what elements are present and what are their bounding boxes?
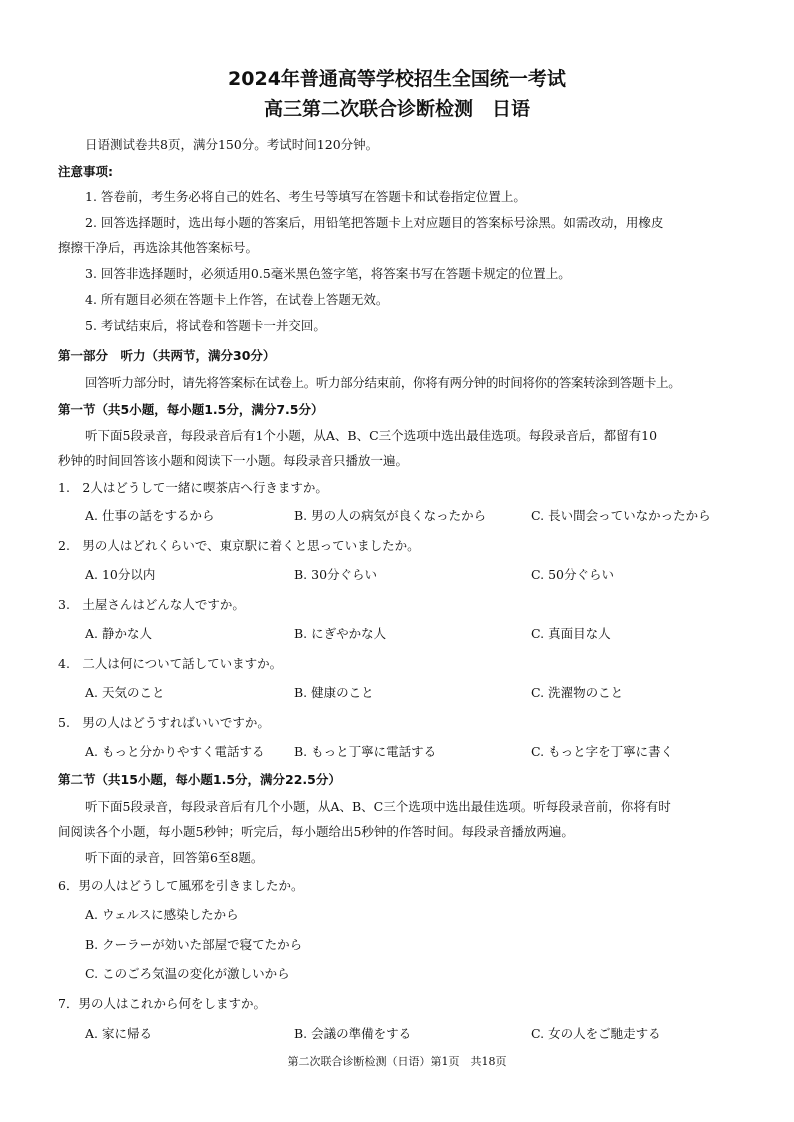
section2-description: 听下面5段录音，每段录音后有几个小题，从A、B、C三个选项中选出最佳选项。听每段录音前，你将有时: [85, 799, 671, 814]
part1-heading: 第一部分 听力（共两节，满分30分）: [58, 348, 276, 363]
question-7: 7．男の人はこれから何をしますか。: [58, 996, 266, 1011]
notice-item-1: 1. 答卷前，考生务必将自己的姓名、考生号等填写在答题卡和试卷指定位置上。: [85, 189, 526, 204]
question-3-option-b: B. にぎやかな人: [294, 626, 387, 641]
section1-heading: 第一节（共5小题，每小题1.5分，满分7.5分）: [58, 402, 324, 417]
notice-item-2-cont: 擦擦干净后，再选涂其他答案标号。: [58, 240, 259, 255]
notice-item-2: 2. 回答选择题时，选出每小题的答案后，用铅笔把答题卡上对应题目的答案标号涂黑。如需改动，用橡皮: [85, 215, 664, 230]
section1-description-cont: 秒钟的时间回答该小题和阅读下一小题。每段录音只播放一遍。: [58, 453, 409, 468]
question-2-option-b: B. 30分ぐらい: [294, 567, 378, 582]
question-4: 4. 二人は何について話していますか。: [58, 656, 283, 671]
question-2: 2. 男の人はどれくらいで、東京駅に着くと思っていましたか。: [58, 538, 420, 553]
section2-instruction: 听下面的录音，回答第6至8题。: [85, 850, 264, 865]
question-5-option-a: A. もっと分かりやすく電話する: [85, 744, 265, 759]
question-7-option-c: C. 女の人をご馳走する: [531, 1026, 661, 1041]
question-1-option-c: C. 長い間会っていなかったから: [531, 508, 711, 523]
question-5: 5. 男の人はどうすればいいですか。: [58, 715, 270, 730]
question-6-option-a: A. ウェルスに感染したから: [85, 907, 239, 922]
question-3-option-a: A. 静かな人: [85, 626, 152, 641]
question-7-option-a: A. 家に帰る: [85, 1026, 152, 1041]
section2-heading: 第二节（共15小题，每小题1.5分，满分22.5分）: [58, 772, 341, 787]
question-6: 6．男の人はどうして風邪を引きましたか。: [58, 878, 304, 893]
question-6-option-b: B. クーラーが効いた部屋で寝てたから: [85, 937, 303, 952]
question-7-option-b: B. 会議の準備をする: [294, 1026, 412, 1041]
question-4-option-c: C. 洗濯物のこと: [531, 685, 624, 700]
question-3-option-c: C. 真面目な人: [531, 626, 611, 641]
notice-item-5: 5. 考试结束后，将试卷和答题卡一并交回。: [85, 318, 326, 333]
notice-item-3: 3. 回答非选择题时，必须适用0.5毫米黑色签字笔，将答案书写在答题卡规定的位置上。: [85, 266, 571, 281]
part1-description: 回答听力部分时，请先将答案标在试卷上。听力部分结束前，你将有两分钟的时间将你的答案转涂到答题卡上。: [85, 375, 681, 390]
question-4-option-a: A. 天気のこと: [85, 685, 165, 700]
page-footer: 第二次联合诊断检测（日语）第1页 共18页: [287, 1055, 507, 1068]
question-5-option-b: B. もっと丁寧に電話する: [294, 744, 437, 759]
question-1-option-b: B. 男の人の病気が良くなったから: [294, 508, 487, 523]
notice-heading: 注意事项:: [58, 164, 113, 179]
section2-description-cont: 间阅读各个小题，每小题5秒钟；听完后，每小题给出5秒钟的作答时间。每段录音播放两遍。: [58, 824, 574, 839]
question-2-option-c: C. 50分ぐらい: [531, 567, 614, 582]
question-3: 3. 土屋さんはどんな人ですか。: [58, 597, 245, 612]
question-4-option-b: B. 健康のこと: [294, 685, 374, 700]
question-1: 1. 2人はどうして一緒に喫茶店へ行きますか。: [58, 480, 328, 495]
section1-description: 听下面5段录音，每段录音后有1个小题，从A、B、C三个选项中选出最佳选项。每段录音后，都留有10: [85, 428, 658, 443]
exam-title: 2024年普通高等学校招生全国统一考试: [228, 68, 566, 90]
exam-subtitle: 高三第二次联合诊断检测 日语: [263, 98, 530, 120]
question-2-option-a: A. 10分以内: [85, 567, 156, 582]
question-1-option-a: A. 仕事の話をするから: [85, 508, 215, 523]
notice-item-4: 4. 所有题目必须在答题卡上作答，在试卷上答题无效。: [85, 292, 389, 307]
question-5-option-c: C. もっと字を丁寧に書く: [531, 744, 674, 759]
question-6-option-c: C. このごろ気温の変化が激しいから: [85, 966, 290, 981]
intro-text: 日语测试卷共8页，满分150分。考试时间120分钟。: [85, 137, 379, 152]
